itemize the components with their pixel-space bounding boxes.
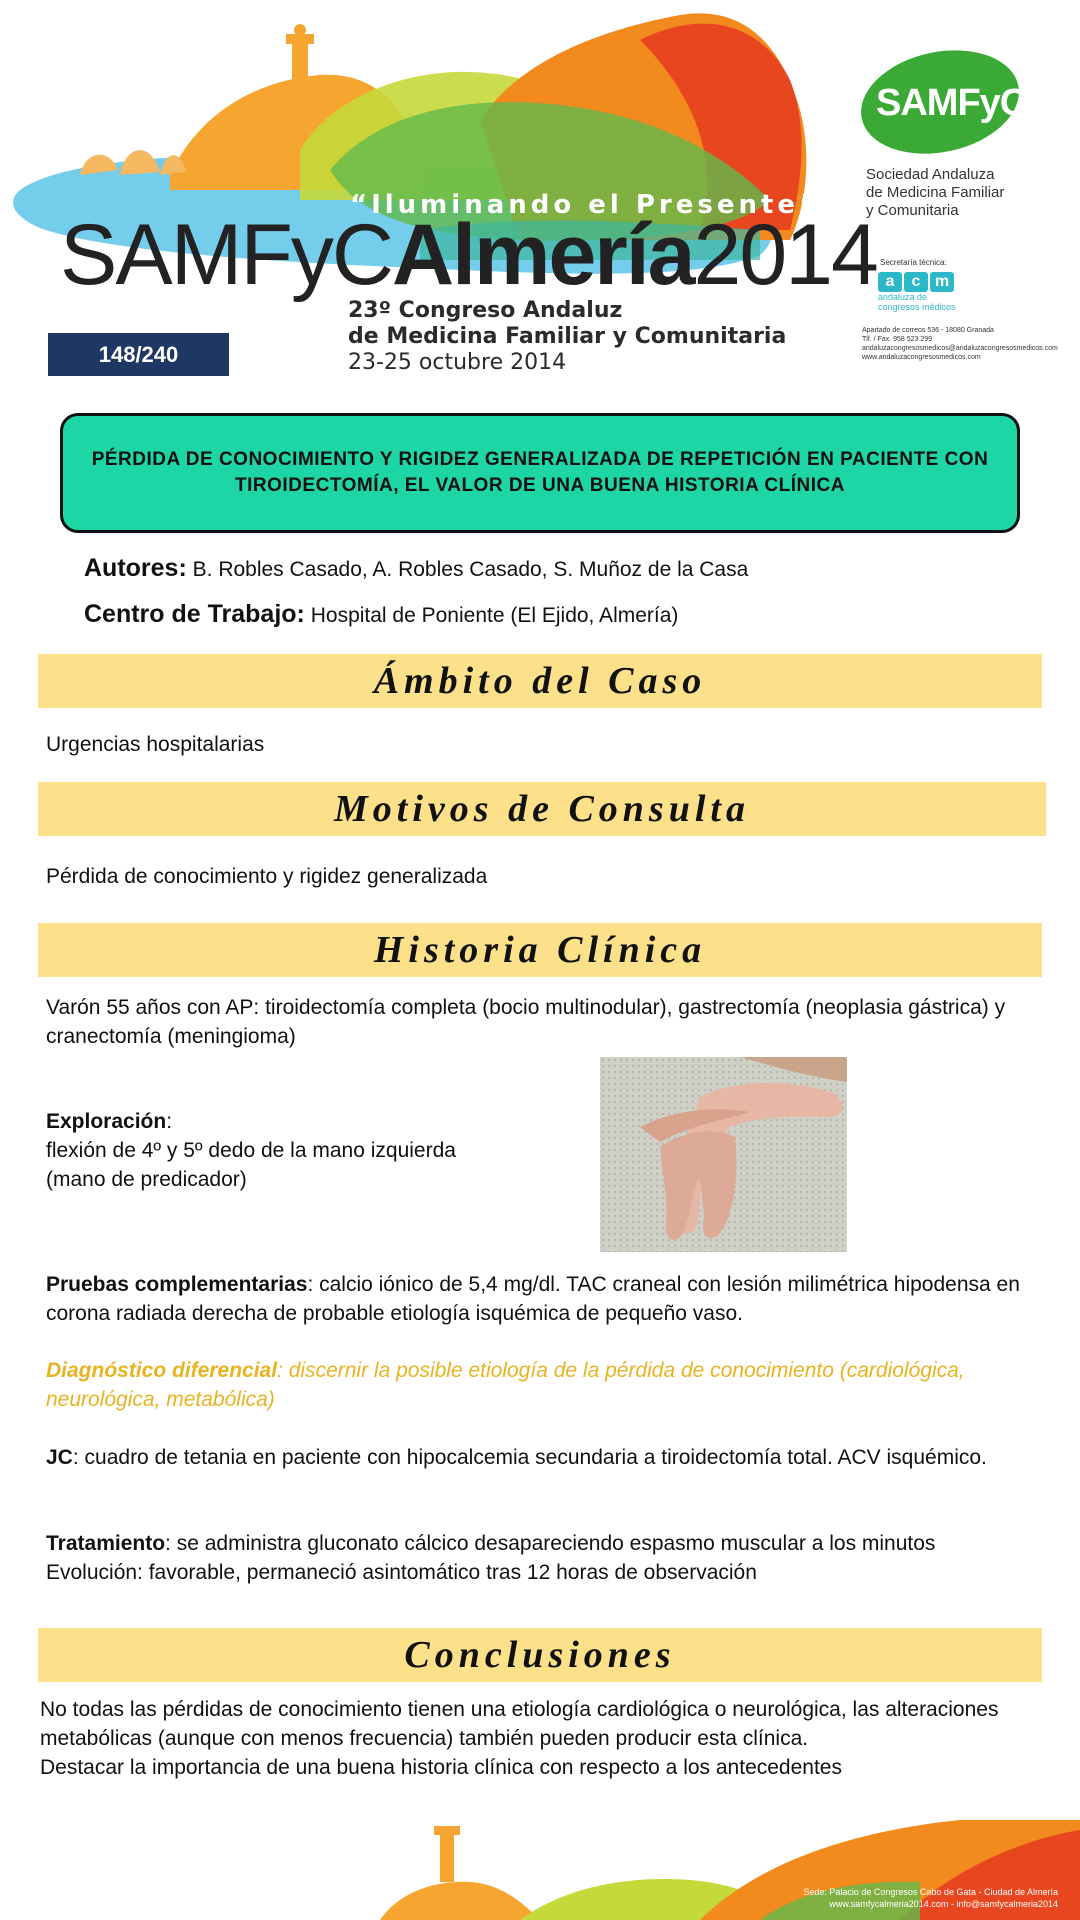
section-title-ambito: Ámbito del Caso [373, 660, 707, 702]
workplace-line [84, 600, 678, 629]
samfyc-logo [860, 52, 1027, 152]
poster-title: PÉRDIDA DE CONOCIMIENTO Y RIGIDEZ GENERALIZADA DE REPETICIÓN EN PACIENTE CON TIROIDECTOMÍA, EL VALOR DE UNA BUENA HISTORIA CLÍNICA [91, 449, 989, 496]
samfyc-name-line-3: y Comunitaria [866, 202, 959, 219]
authors-names: B. Robles Casado, A. Robles Casado, S. Muñoz de la Casa [192, 558, 749, 581]
section-header-ambito [38, 654, 1042, 708]
poster-number-badge: 148/240 [48, 333, 229, 376]
historia-intro: Varón 55 años con AP: tiroidectomía completa (bocio multinodular), gastrectomía (neoplasia gástrica) y cranectomía (meningioma) [46, 996, 1006, 1048]
exploracion-label: Exploración [46, 1110, 167, 1133]
logo-samfyc: SAMFyC [60, 207, 392, 303]
pruebas-text: : calcio iónico de 5,4 mg/dl. TAC craneal con lesión milimétrica hipodensa en corona radiada derecha de probable etiología isquémica de pequeño vaso. [46, 1273, 1020, 1325]
exploracion-line-2: (mano de predicador) [46, 1168, 247, 1191]
jc-label: JC [46, 1446, 73, 1469]
exploracion-block: Exploración: flexión de 4º y 5º dedo de la mano izquierda (mano de predicador) [46, 1107, 566, 1194]
acm-logo: a c m andaluza de congresos médicos [878, 272, 960, 318]
pruebas-paragraph [46, 1270, 1036, 1328]
acm-sub-1: andaluza de [878, 292, 928, 302]
address-line-2: Tlf. / Fax. 958 523 299 [862, 336, 933, 343]
section-title-historia: Historia Clínica [373, 929, 707, 971]
section-title-motivos: Motivos de Consulta [334, 788, 750, 830]
workplace-name: Hospital de Poniente (El Ejido, Almería) [310, 604, 679, 627]
conclusiones-text-2: Destacar la importancia de una buena historia clínica con respecto a los antecedentes [40, 1756, 842, 1779]
section-header-motivos [38, 782, 1046, 836]
jc-paragraph [46, 1443, 1036, 1472]
pruebas-label: Pruebas complementarias [46, 1273, 308, 1296]
samfyc-name-line-1: Sociedad Andaluza [866, 166, 995, 183]
samfyc-full-name [866, 166, 1004, 220]
section-title-conclusiones: Conclusiones [404, 1634, 676, 1676]
acm-sub-2: congresos médicos [878, 302, 956, 312]
authors-line [84, 554, 748, 583]
congress-tagline: “Iluminando el Presente” [350, 190, 821, 220]
congress-line-1: 23º Congreso Andaluz [348, 298, 623, 323]
poster-title-box [60, 413, 1020, 533]
conclusiones-text [40, 1695, 1030, 1782]
logo-year: 2014 [693, 207, 877, 303]
tratamiento-label: Tratamiento [46, 1532, 166, 1555]
secretaria-label: Secretaría técnica: [880, 258, 947, 267]
diagnostico-text: : discernir la posible etiología de la pérdida de conocimiento (cardiológica, neurológica, metabólica) [46, 1359, 965, 1411]
diagnostico-label: Diagnóstico diferencial [46, 1359, 278, 1382]
congress-dates: 23-25 octubre 2014 [348, 350, 567, 375]
diagnostico-paragraph [46, 1356, 1036, 1414]
footer-venue [803, 1886, 1058, 1910]
header-banner [0, 0, 1080, 390]
conclusiones-text-1: No todas las pérdidas de conocimiento tienen una etiología cardiológica o neurológica, las alteraciones metabólicas (aunque con menos frecuencia) también pueden producir esta clínica. [40, 1698, 999, 1750]
motivos-text: Pérdida de conocimiento y rigidez generalizada [46, 865, 488, 888]
exploracion-line-1: flexión de 4º y 5º dedo de la mano izquierda [46, 1139, 456, 1162]
address-line-3: andaluzacongresosmedicos@andaluzacongresosmedicos.com [862, 345, 1058, 352]
congress-info [348, 298, 786, 376]
workplace-label: Centro de Trabajo: [84, 600, 305, 628]
section-header-conclusiones [38, 1628, 1042, 1682]
hand-photo [600, 1057, 847, 1252]
footer-line-2: www.samfycalmeria2014.com - info@samfycalmeria2014 [829, 1899, 1058, 1909]
tratamiento-text: : se administra gluconato cálcico desapareciendo espasmo muscular a los minutos Evolución: favorable, permaneció asintomático tras 12 horas de observación [46, 1532, 936, 1584]
address-line-4: www.andaluzacongresosmedicos.com [862, 354, 981, 361]
authors-label: Autores: [84, 554, 187, 582]
secretaria-address [862, 326, 1058, 362]
jc-text: : cuadro de tetania en paciente con hipocalcemia secundaria a tiroidectomía total. ACV isquémico. [72, 1446, 987, 1469]
congress-line-2: de Medicina Familiar y Comunitaria [348, 324, 787, 349]
footer-line-1: Sede: Palacio de Congresos Cabo de Gata - Ciudad de Almería [803, 1887, 1058, 1897]
ambito-text: Urgencias hospitalarias [46, 733, 265, 756]
tratamiento-paragraph [46, 1529, 1036, 1587]
section-header-historia [38, 923, 1042, 977]
congress-logo-text [60, 207, 877, 303]
logo-almeria: Almería [392, 207, 694, 303]
address-line-1: Apartado de correos 536 - 18080 Granada [862, 327, 994, 334]
samfyc-name-line-2: de Medicina Familiar [866, 184, 1005, 201]
samfyc-logo-text: SAMFyC [876, 82, 1027, 124]
